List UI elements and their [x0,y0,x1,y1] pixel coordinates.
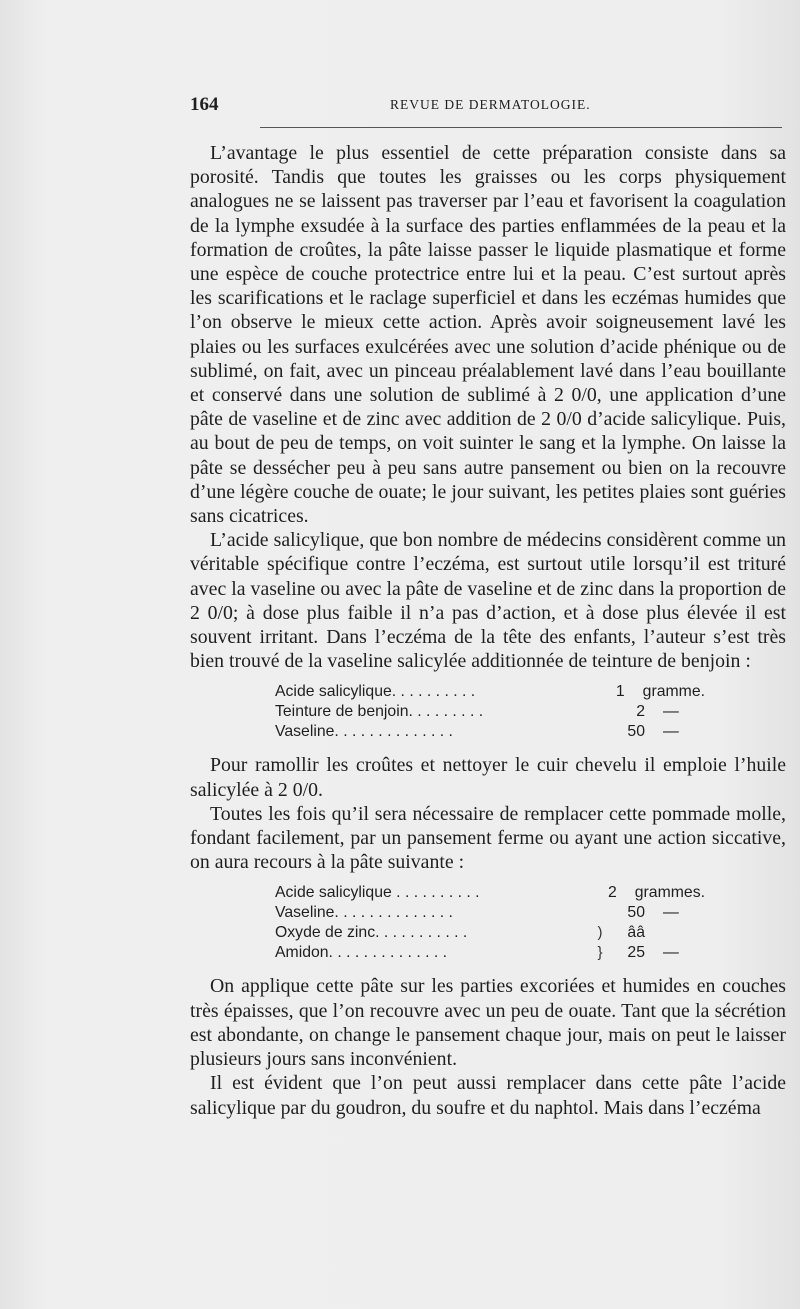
ingredient-quantity: 2 [607,884,617,902]
header-rule [260,127,782,128]
ingredient-quantity: 2 [636,703,645,721]
ingredient-quantity: 25 [627,944,645,962]
ingredient-unit: — [663,904,679,922]
ingredient-name: Teinture de benjoin. . . . . . . . . [275,703,484,721]
page-body [190,141,786,1120]
brace [577,682,586,702]
ingredient-unit [645,923,663,943]
ingredient-quantity: 50 [627,723,645,741]
brace [595,722,605,742]
ingredient-unit: — [663,703,679,721]
paragraph: On applique cette pâte sur les parties excoriées et humides en couches très épaisses, que l’on recouvre avec un peu de ouate. Tant que la sécrétion est abondante, on change le pansement chaque jour, mais on peut le laisser plusieurs jours sans inconvénient. [190,975,786,1071]
recipe-row [275,722,705,742]
ingredient-unit: grammes. [634,884,705,902]
ingredient-quantity: 50 [627,904,645,922]
running-title: REVUE DE DERMATOLOGIE. [390,97,591,112]
paragraph: L’avantage le plus essentiel de cette préparation consiste dans sa porosité. Tandis que toutes les graisses ou les corps physiquement analogues ne se laissent pas traverser par l’eau et favorisent la coagulation de la lymphe exsudée à la surface des parties enflammées de la peau et la formation de croûtes, la pâte laisse passer le liquide plasmatique et forme une espèce de couche protectrice entre lui et la peau. C’est surtout après les scarifications et le raclage superficiel et dans les eczémas humides que l’on observe le mieux cette action. Après avoir soigneusement lavé les plaies ou les surfaces exulcérées avec une solution d’acide phénique ou de sublimé, on fait, avec un pinceau préalablement lavé dans l’eau bouillante et conservé dans une solution de sublimé à 2 0/0, une application d’une pâte de vaseline et de zinc avec addition de 2 0/0 d’acide salicylique. Puis, au bout de peu de temps, on voit suinter le sang et la lymphe. On laisse la pâte se dessécher peu à peu sans autre pansement ou bien on la recouvre d’une légère couche de ouate; le jour suivant, les petites plaies sont guéries sans cicatrices. [190,142,786,528]
page-number: 164 [190,94,219,115]
paragraph: Pour ramollir les croûtes et nettoyer le cuir chevelu il emploie l’huile salicylée à 2 0/0. [190,754,786,801]
ingredient-unit: gramme. [642,683,705,701]
brace: ) [597,924,603,942]
recipe-row [275,702,705,722]
paragraph: Il est évident que l’on peut aussi remplacer dans cette pâte l’acide salicylique par du goudron, du soufre et du naphtol. Mais dans l’eczéma [190,1072,786,1119]
brace [571,883,580,903]
page-header [190,94,786,118]
ingredient-name: Amidon. . . . . . . . . . . . . . [275,944,448,962]
brace: } [597,944,603,962]
brace [595,903,605,923]
recipe-row [275,943,705,963]
ingredient-name: Vaseline. . . . . . . . . . . . . . [275,904,453,922]
recipe-row [275,903,705,923]
ingredient-name: Vaseline. . . . . . . . . . . . . . [275,723,453,741]
recipe-table-1 [275,682,705,742]
ingredient-quantity: ââ [627,924,645,942]
ingredient-name: Acide salicylique. . . . . . . . . . [275,683,476,701]
ingredient-unit: — [663,723,679,741]
recipe-row [275,883,705,903]
recipe-row [275,682,705,702]
recipe-table-2 [275,883,705,963]
ingredient-unit: — [663,944,679,962]
paragraph: L’acide salicylique, que bon nombre de médecins considèrent comme un véritable spécifique contre l’eczéma, est surtout utile lorsqu’il est trituré avec la vaseline ou avec la pâte de vaseline et de zinc dans la proportion de 2 0/0; à dose plus faible il n’a pas d’action, et à dose plus élevée il est souvent irritant. Dans l’eczéma de la tête des enfants, l’auteur s’est très bien trouvé de la vaseline salicylée additionnée de teinture de benjoin : [190,529,786,673]
recipe-row [275,923,705,943]
ingredient-name: Acide salicylique . . . . . . . . . . [275,884,480,902]
ingredient-name: Oxyde de zinc. . . . . . . . . . . [275,924,468,942]
brace [595,702,605,722]
ingredient-quantity: 1 [615,683,625,701]
paragraph: Toutes les fois qu’il sera nécessaire de remplacer cette pommade molle, fondant facilement, par un pansement ferme ou ayant une action siccative, on aura recours à la pâte suivante : [190,802,786,874]
